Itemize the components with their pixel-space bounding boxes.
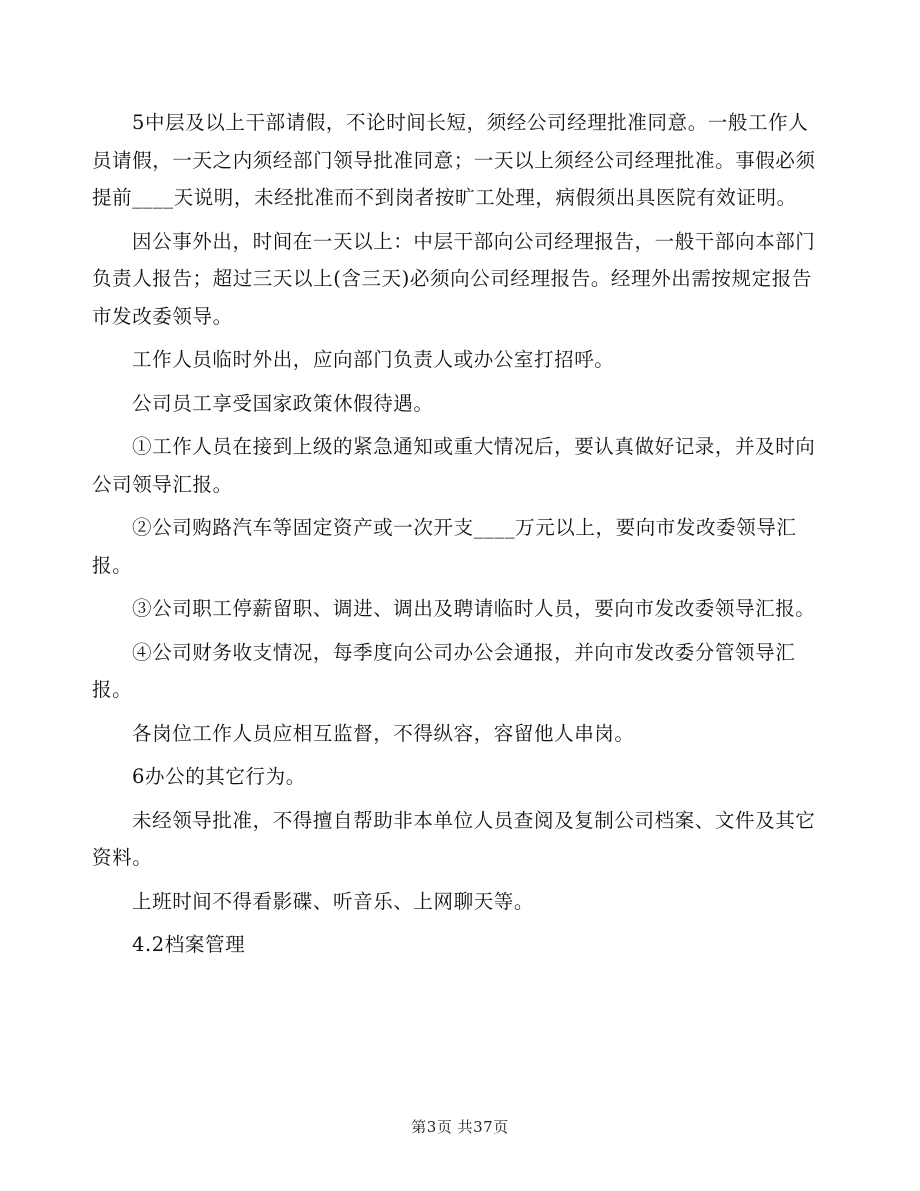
document-body <box>92 104 828 970</box>
paragraph-leave-rules: 5中层及以上干部请假，不论时间长短，须经公司经理批准同意。一般工作人员请假，一天之内须经部门领导批准同意；一天以上须经公司经理批准。事假必须提前____天说明，未经批准而不到岗者按旷工处理，病假须出具医院有效证明。 <box>92 111 816 209</box>
paragraph-other-behaviors: 6办公的其它行为。 <box>132 765 306 788</box>
section-heading: 4.2档案管理 <box>132 933 246 956</box>
paragraph-mutual-supervision: 各岗位工作人员应相互监督，不得纵容，容留他人串岗。 <box>132 721 635 745</box>
paragraph-temporary-outing: 工作人员临时外出，应向部门负责人或办公室打招呼。 <box>132 348 615 371</box>
paragraph-business-trip: 因公事外出，时间在一天以上：中层干部向公司经理报告，一般干部向本部门负责人报告；超过三天以上(含三天)必须向公司经理报告。经理外出需按规定报告市发改委领导。 <box>92 229 816 328</box>
paragraph-report-item-2: ②公司购路汽车等固定资产或一次开支____万元以上，要向市发改委领导汇报。 <box>92 516 797 577</box>
paragraph-report-item-4: ④公司财务收支情况，每季度向公司办公会通报，并向市发改委分管领导汇报。 <box>92 640 796 701</box>
page-number: 第3页 共37页 <box>411 1118 509 1136</box>
paragraph-archive-access: 未经领导批准，不得擅自帮助非本单位人员查阅及复制公司档案、文件及其它资料。 <box>92 808 816 869</box>
paragraph-report-item-1: ①工作人员在接到上级的紧急通知或重大情况后，要认真做好记录，并及时向公司领导汇报。 <box>92 435 816 496</box>
paragraph-work-hours-conduct: 上班时间不得看影碟、听音乐、上网聊天等。 <box>132 889 535 913</box>
paragraph-report-item-3: ③公司职工停薪留职、调进、调出及聘请临时人员，要向市发改委领导汇报。 <box>132 597 816 620</box>
paragraph-holiday-benefits: 公司员工享受国家政策休假待遇。 <box>132 391 434 415</box>
